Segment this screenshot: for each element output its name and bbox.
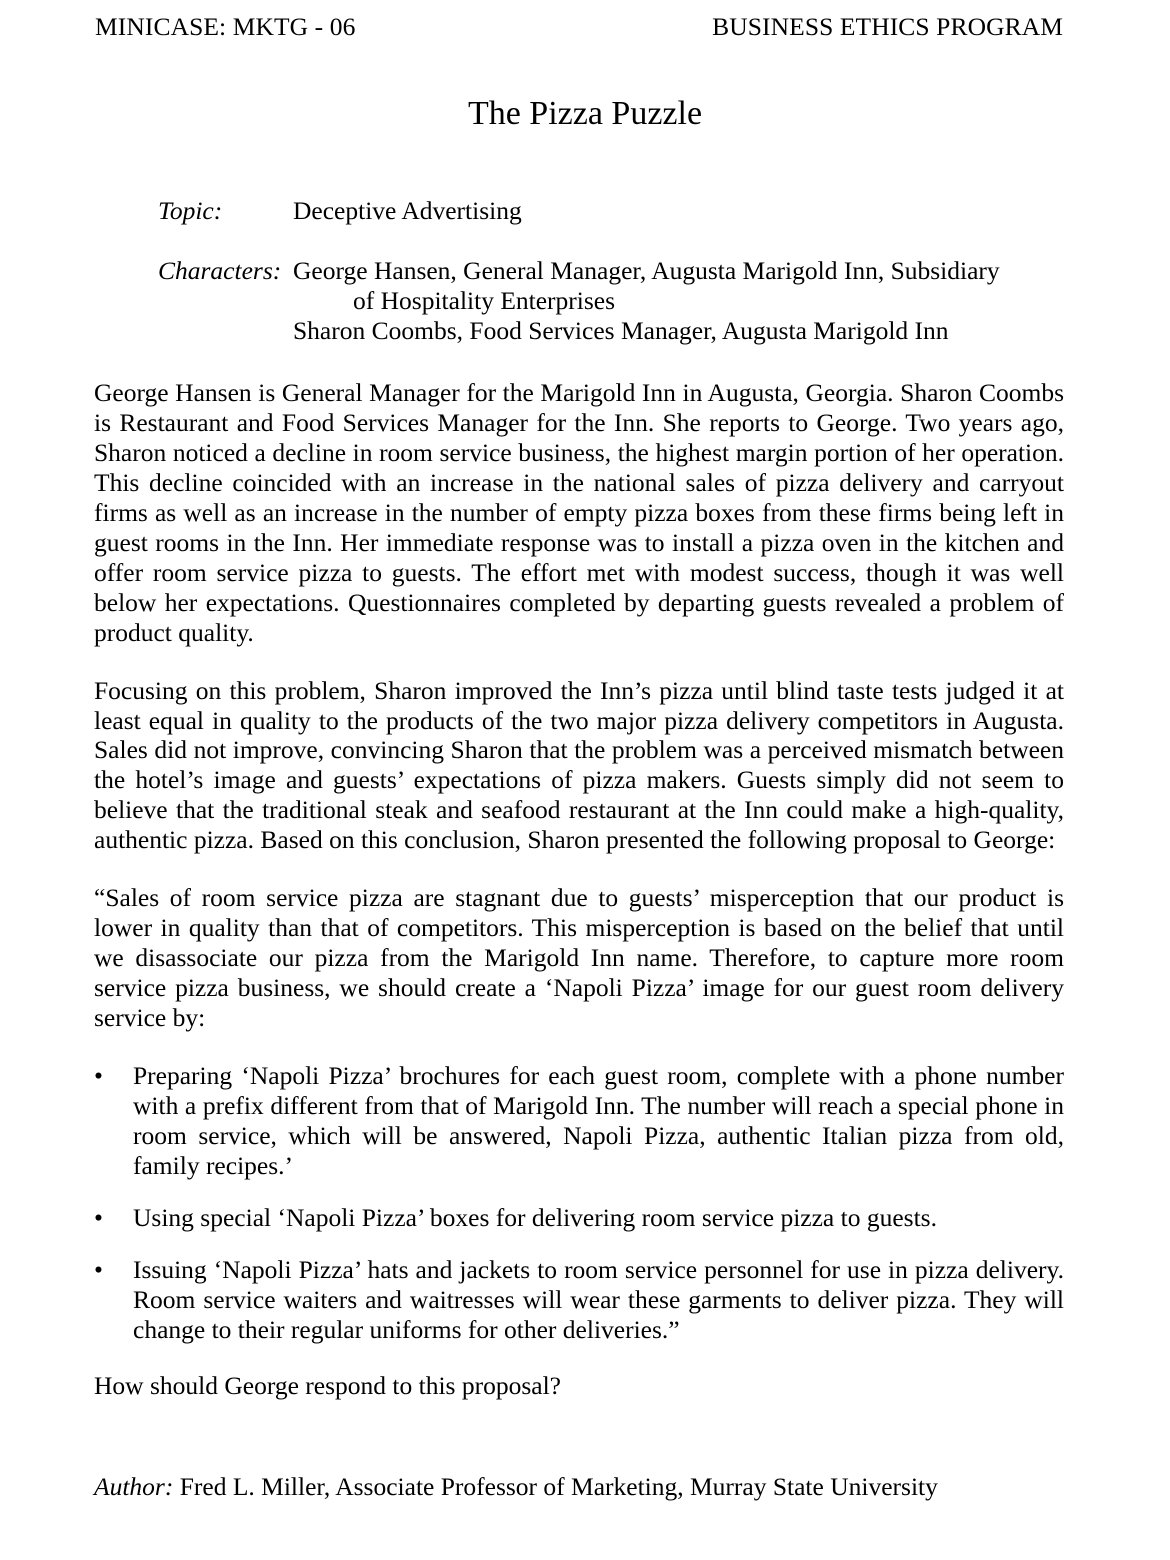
- list-item: [94, 1061, 1064, 1181]
- case-meta-block: [158, 196, 1063, 346]
- character-entry-george: George Hansen, General Manager, Augusta Marigold Inn, Subsidiary: [293, 256, 1000, 286]
- bullet-icon: •: [94, 1254, 103, 1284]
- author-byline: [94, 1472, 1063, 1502]
- list-item-text: Using special ‘Napoli Pizza’ boxes for delivering room service pizza to guests.: [133, 1202, 937, 1232]
- characters-value: [293, 256, 1063, 346]
- bullet-icon: •: [94, 1061, 103, 1091]
- character-entry-george-continued: of Hospitality Enterprises: [353, 286, 616, 316]
- running-header: [95, 12, 1063, 43]
- page-title: The Pizza Puzzle: [467, 95, 703, 132]
- meta-row-characters: [158, 256, 1063, 346]
- body-paragraph-1: George Hansen is General Manager for the Marigold Inn in Augusta, Georgia. Sharon Coombs is Restaurant and Food Services Manager for the Inn. She reports to George. Two years ago, Sharon noticed a decline in room service business, the highest margin portion of her operation. This decline coincided with an increase in the national sales of pizza delivery and carryout firms as well as an increase in the number of empty pizza boxes from these firms being left in guest rooms in the Inn. Her immediate response was to install a pizza oven in the kitchen and offer room service pizza to guests. The effort met with modest success, though it was well below her expectations. Questionnaires completed by departing guests revealed a problem of product quality.: [94, 378, 1064, 647]
- author-value: Fred L. Miller, Associate Professor of Marketing, Murray State University: [179, 1472, 938, 1501]
- author-label: Author:: [94, 1472, 174, 1501]
- header-program-name: BUSINESS ETHICS PROGRAM: [712, 12, 1063, 41]
- topic-value: Deceptive Advertising: [293, 196, 522, 225]
- closing-question: How should George respond to this proposal?: [94, 1370, 561, 1400]
- document-body: [94, 378, 1064, 1401]
- topic-label: Topic:: [158, 196, 223, 225]
- character-entry-sharon: Sharon Coombs, Food Services Manager, Augusta Marigold Inn: [293, 316, 949, 346]
- characters-label: Characters:: [158, 256, 282, 286]
- list-item-text: Issuing ‘Napoli Pizza’ hats and jackets to room service personnel for use in pizza delivery. Room service waiters and waitresses will wear these garments to deliver pizza. They will change to their regular uniforms for other deliveries.”: [133, 1254, 1064, 1344]
- bullet-icon: •: [94, 1202, 103, 1232]
- list-item: [94, 1255, 1064, 1345]
- list-item-text: Preparing ‘Napoli Pizza’ brochures for each guest room, complete with a phone number with a prefix different from that of Marigold Inn. The number will reach a special phone in room service, which will be answered, Napoli Pizza, authentic Italian pizza from old, family recipes.’: [133, 1061, 1064, 1180]
- meta-row-topic: [158, 196, 1063, 226]
- proposal-bullet-list: [94, 1061, 1064, 1345]
- list-item: [94, 1203, 1064, 1233]
- body-paragraph-2: Focusing on this problem, Sharon improved the Inn’s pizza until blind taste tests judged it at least equal in quality to the products of the two major pizza delivery competitors in Augusta. Sales did not improve, convincing Sharon that the problem was a perceived mismatch between the hotel’s image and guests’ expectations of pizza makers. Guests simply did not seem to believe that the traditional steak and seafood restaurant at the Inn could make a high-quality, authentic pizza. Based on this conclusion, Sharon presented the following proposal to George:: [94, 675, 1064, 855]
- body-paragraph-3-proposal-quote: “Sales of room service pizza are stagnant due to guests’ misperception that our product is lower in quality than that of competitors. This misperception is based on the belief that until we disassociate our pizza from the Marigold Inn name. Therefore, to capture more room service pizza business, we should create a ‘Napoli Pizza’ image for our guest room delivery service by:: [94, 883, 1064, 1033]
- header-case-id: MINICASE: MKTG - 06: [95, 12, 356, 41]
